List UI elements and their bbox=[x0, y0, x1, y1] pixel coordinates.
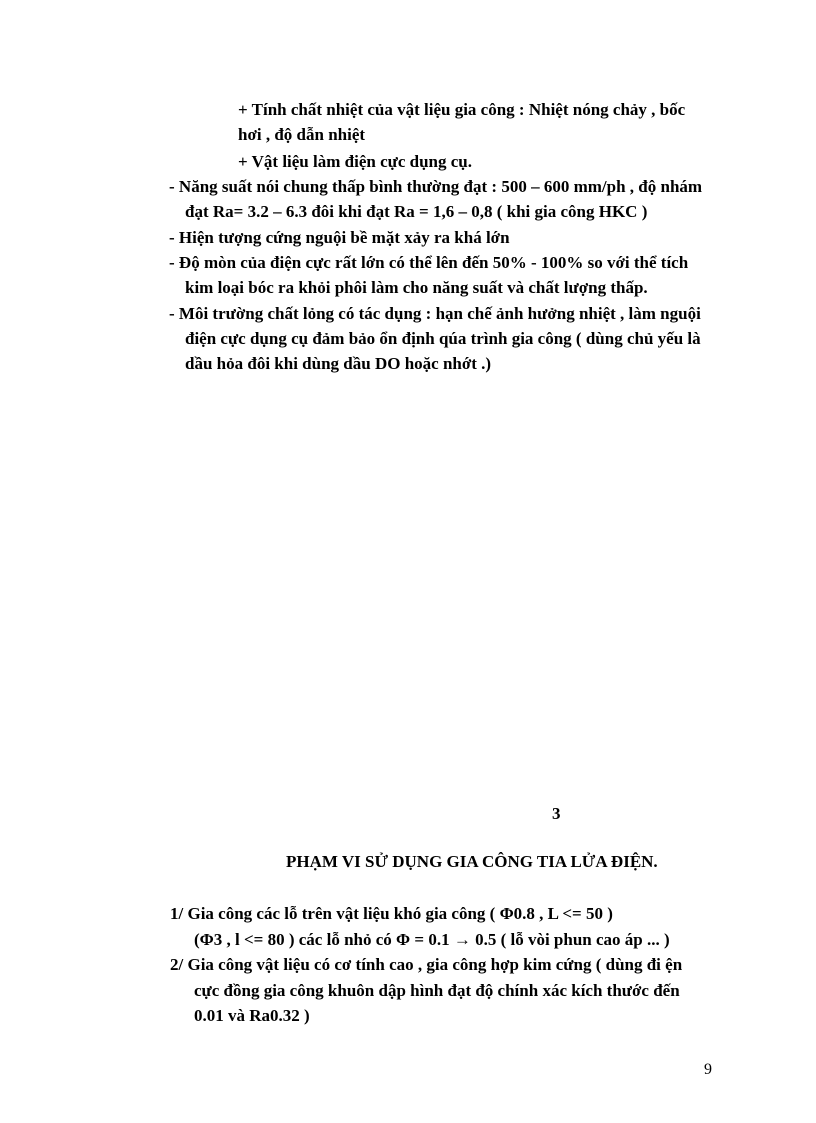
list-item-continuation: 0.01 và Ra0.32 ) bbox=[194, 1006, 310, 1025]
section-number: 3 bbox=[552, 804, 561, 823]
text-line: dầu hỏa đôi khi dùng dầu DO hoặc nhớt .) bbox=[185, 354, 492, 373]
text-line: + Vật liệu làm điện cực dụng cụ. bbox=[238, 152, 472, 171]
text-line: kim loại bóc ra khỏi phôi làm cho năng suất và chất lượng thấp. bbox=[185, 278, 648, 297]
list-item: 2/ Gia công vật liệu có cơ tính cao , gia công hợp kim cứng ( dùng đi ện bbox=[170, 955, 683, 974]
page-number: 9 bbox=[704, 1061, 712, 1078]
text-line: đạt Ra= 3.2 – 6.3 đôi khi đạt Ra = 1,6 – 0,8 ( khi gia công HKC ) bbox=[185, 202, 648, 221]
list-item: 1/ Gia công các lỗ trên vật liệu khó gia công ( Φ0.8 , L <= 50 ) bbox=[170, 904, 613, 923]
text-line: + Tính chất nhiệt của vật liệu gia công : Nhiệt nóng chảy , bốc bbox=[238, 100, 686, 119]
text-line: hơi , độ dẫn nhiệt bbox=[238, 125, 366, 144]
bullet-line: - Môi trường chất lỏng có tác dụng : hạn chế ảnh hưởng nhiệt , làm nguội bbox=[169, 304, 701, 323]
list-item-continuation: cực đồng gia công khuôn dập hình đạt độ chính xác kích thước đến bbox=[194, 981, 680, 1000]
list-item-continuation: (Φ3 , l <= 80 ) các lỗ nhỏ có Φ = 0.1 → 0.5 ( lỗ vòi phun cao áp ... ) bbox=[194, 930, 670, 949]
bullet-line: - Hiện tượng cứng nguội bề mặt xảy ra khá lớn bbox=[169, 228, 510, 247]
bullet-line: - Độ mòn của điện cực rất lớn có thể lên đến 50% - 100% so với thể tích bbox=[169, 253, 689, 272]
text-line: điện cực dụng cụ đảm bảo ổn định qúa trình gia công ( dùng chủ yếu là bbox=[185, 329, 701, 348]
bullet-line: - Năng suất nói chung thấp bình thường đạt : 500 – 600 mm/ph , độ nhám bbox=[169, 177, 703, 196]
section-title: PHẠM VI SỬ DỤNG GIA CÔNG TIA LỬA ĐIỆN. bbox=[286, 852, 658, 871]
